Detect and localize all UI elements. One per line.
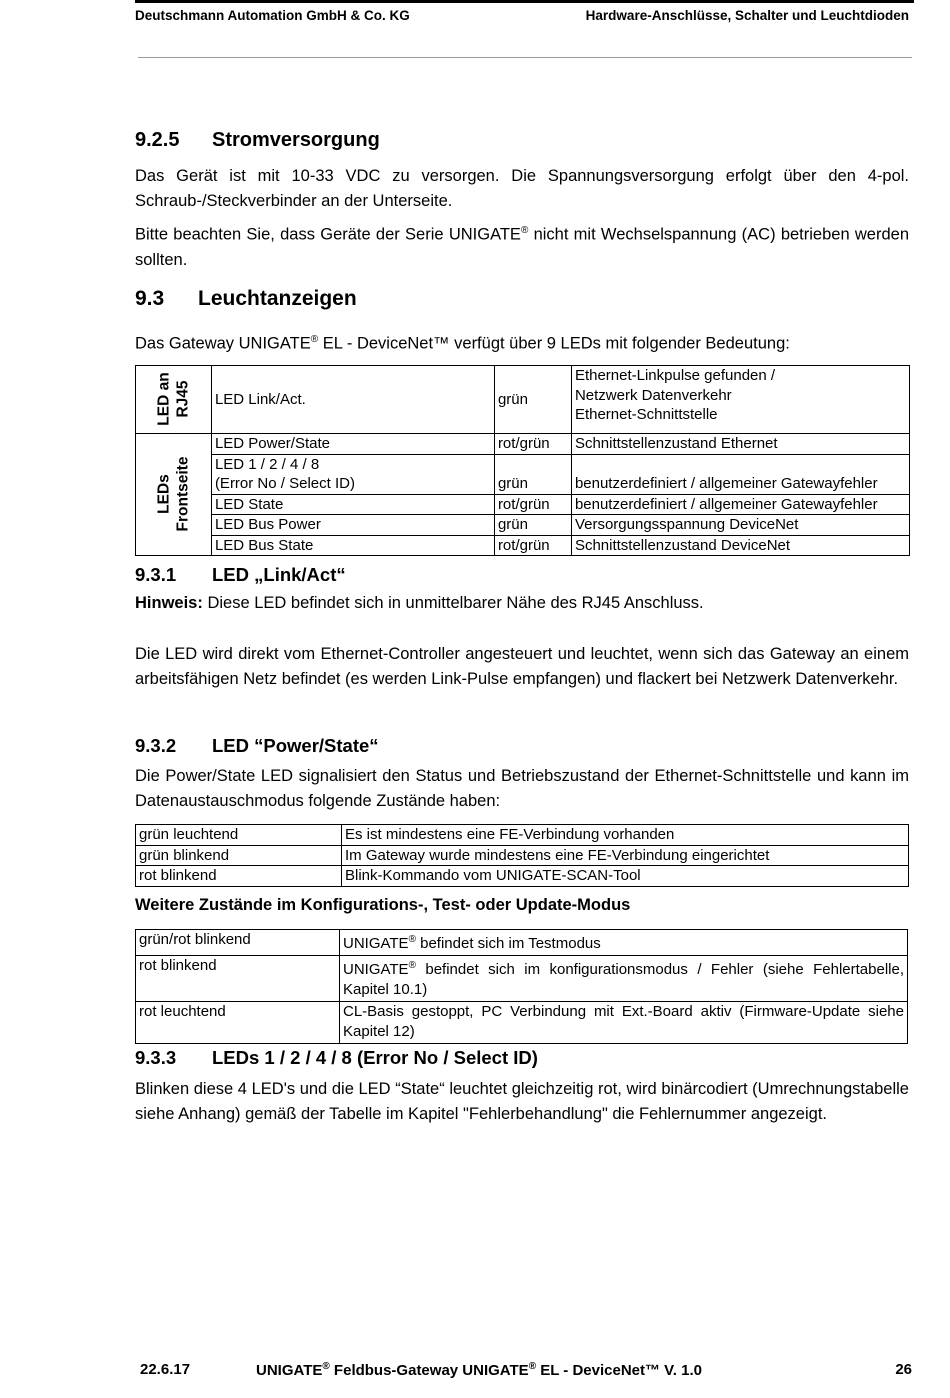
section-number: 9.3.3 — [135, 1047, 177, 1068]
state-cell: grün leuchtend — [136, 825, 342, 846]
config-modes-table — [135, 929, 908, 1044]
registered-mark: ® — [408, 959, 416, 971]
led-description: benutzerdefiniert / allgemeiner Gatewayfehler — [571, 494, 909, 515]
paragraph: Die LED wird direkt vom Ethernet-Controller angesteuert und leuchtet, wenn sich das Gateway an einem arbeitsfähigen Netz befindet (es werden Link-Pulse empfangen) und flackert bei Netzwerk Datenverkehr. — [135, 645, 909, 688]
table-row — [136, 434, 910, 455]
table-row — [136, 1001, 908, 1043]
hint-text: Diese LED befindet sich in unmittelbarer Nähe des RJ45 Anschluss. — [202, 594, 704, 612]
led-color: grün — [494, 454, 571, 494]
table-row — [136, 955, 908, 1001]
table-row — [136, 866, 909, 887]
section-title: Leuchtanzeigen — [198, 287, 357, 310]
registered-mark: ® — [528, 1361, 537, 1372]
state-description: UNIGATE® befindet sich im Testmodus — [340, 930, 908, 956]
state-description: Im Gateway wurde mindestens eine FE-Verbindung eingerichtet — [342, 845, 909, 866]
led-color: grün — [494, 366, 571, 434]
led-name: LED 1 / 2 / 4 / 8 (Error No / Select ID) — [211, 454, 494, 494]
table-row — [136, 845, 909, 866]
state-description: UNIGATE® befindet sich im konfigurationsmodus / Fehler (siehe Fehlertabelle, Kapitel 10.1) — [340, 955, 908, 1001]
header-top-rule — [135, 0, 914, 3]
group-label-rj45 — [136, 366, 212, 434]
section-933-body — [135, 1077, 909, 1127]
section-93-heading — [135, 287, 357, 311]
hint — [135, 591, 909, 616]
led-name: LED Power/State — [211, 434, 494, 455]
section-933-heading — [135, 1047, 538, 1069]
footer-page-number: 26 — [895, 1361, 912, 1378]
text: EL - DeviceNet™ verfügt über 9 LEDs mit folgender Bedeutung: — [318, 334, 790, 353]
table-row — [136, 535, 910, 556]
paragraph: Das Gerät ist mit 10-33 VDC zu versorgen. Die Spannungsversorgung erfolgt über den 4-pol. Schraub-/Steckverbinder an der Unterseite. — [135, 167, 909, 210]
section-title: Stromversorgung — [212, 129, 380, 151]
section-932-intro — [135, 764, 909, 814]
power-state-table — [135, 824, 909, 887]
led-description: Schnittstellenzustand DeviceNet — [571, 535, 909, 556]
state-description: Blink-Kommando vom UNIGATE-SCAN-Tool — [342, 866, 909, 887]
section-number: 9.3 — [135, 287, 165, 310]
hint-label: Hinweis: — [135, 594, 203, 612]
led-table — [135, 365, 910, 556]
led-color: grün — [494, 515, 571, 536]
led-description: Versorgungsspannung DeviceNet — [571, 515, 909, 536]
state-description: Es ist mindestens eine FE-Verbindung vorhanden — [342, 825, 909, 846]
footer-date: 22.6.17 — [140, 1361, 191, 1378]
state-description: CL-Basis gestoppt, PC Verbindung mit Ext.-Board aktiv (Firmware-Update siehe Kapitel 12) — [340, 1001, 908, 1043]
led-description: benutzerdefiniert / allgemeiner Gatewayfehler — [571, 454, 909, 494]
paragraph: Die Power/State LED signalisiert den Status und Betriebszustand der Ethernet-Schnittstelle und kann im Datenaustauschmodus folgende Zustände haben: — [135, 767, 909, 810]
state-cell: rot blinkend — [136, 866, 342, 887]
section-number: 9.3.1 — [135, 564, 177, 585]
table-row — [136, 366, 910, 434]
table-row — [136, 494, 910, 515]
vertical-label: LED an RJ45 — [155, 372, 192, 426]
section-number: 9.3.2 — [135, 735, 177, 756]
table-row — [136, 454, 910, 494]
section-number: 9.2.5 — [135, 129, 180, 151]
led-description: Schnittstellenzustand Ethernet — [571, 434, 909, 455]
group-label-front — [136, 434, 212, 556]
state-cell: rot leuchtend — [136, 1001, 340, 1043]
section-931-body — [135, 591, 909, 692]
section-925-body — [135, 164, 909, 273]
led-name: LED Bus Power — [211, 515, 494, 536]
registered-mark: ® — [520, 225, 529, 236]
text: Bitte beachten Sie, dass Geräte der Serie UNIGATE — [135, 225, 521, 244]
section-title: LEDs 1 / 2 / 4 / 8 (Error No / Select ID) — [212, 1047, 538, 1068]
paragraph: Blinken diese 4 LED's und die LED “State“ leuchtet gleichzeitig rot, wird binärcodiert (Umrechnungstabelle siehe Anhang) gemäß der Tabelle im Kapitel "Fehlerbehandlung" die Fehlernummer angezeigt. — [135, 1080, 909, 1123]
state-cell: rot blinkend — [136, 955, 340, 1001]
text: Das Gateway UNIGATE — [135, 334, 311, 353]
led-color: rot/grün — [494, 434, 571, 455]
config-modes-heading: Weitere Zustände im Konfigurations-, Test- oder Update-Modus — [135, 896, 631, 914]
table-row — [136, 930, 908, 956]
section-932-heading — [135, 735, 379, 757]
header-divider — [138, 57, 912, 58]
state-cell: grün blinkend — [136, 845, 342, 866]
registered-mark: ® — [310, 334, 319, 345]
led-color: rot/grün — [494, 494, 571, 515]
paragraph — [135, 218, 909, 273]
table-row — [136, 825, 909, 846]
led-name: LED State — [211, 494, 494, 515]
led-name: LED Link/Act. — [211, 366, 494, 434]
led-name: LED Bus State — [211, 535, 494, 556]
section-931-heading — [135, 564, 346, 586]
state-cell: grün/rot blinkend — [136, 930, 340, 956]
table-row — [136, 515, 910, 536]
header-chapter: Hardware-Anschlüsse, Schalter und Leuchtdioden — [585, 8, 909, 23]
section-93-intro — [135, 327, 909, 357]
text: nicht mit Wechselspannung (AC) betrieben werden sollten. — [135, 225, 909, 269]
vertical-label: LEDs Frontseite — [155, 456, 192, 532]
section-925-heading — [135, 129, 380, 152]
paragraph — [135, 327, 909, 357]
led-color: rot/grün — [494, 535, 571, 556]
footer-title: UNIGATE® Feldbus-Gateway UNIGATE® EL - DeviceNet™ V. 1.0 — [256, 1361, 702, 1379]
section-title: LED “Power/State“ — [212, 735, 379, 756]
header-company: Deutschmann Automation GmbH & Co. KG — [135, 8, 410, 23]
registered-mark: ® — [322, 1361, 330, 1372]
registered-mark: ® — [408, 934, 416, 945]
led-description: Ethernet-Linkpulse gefunden / Netzwerk Datenverkehr Ethernet-Schnittstelle — [571, 366, 909, 434]
section-title: LED „Link/Act“ — [212, 564, 346, 585]
